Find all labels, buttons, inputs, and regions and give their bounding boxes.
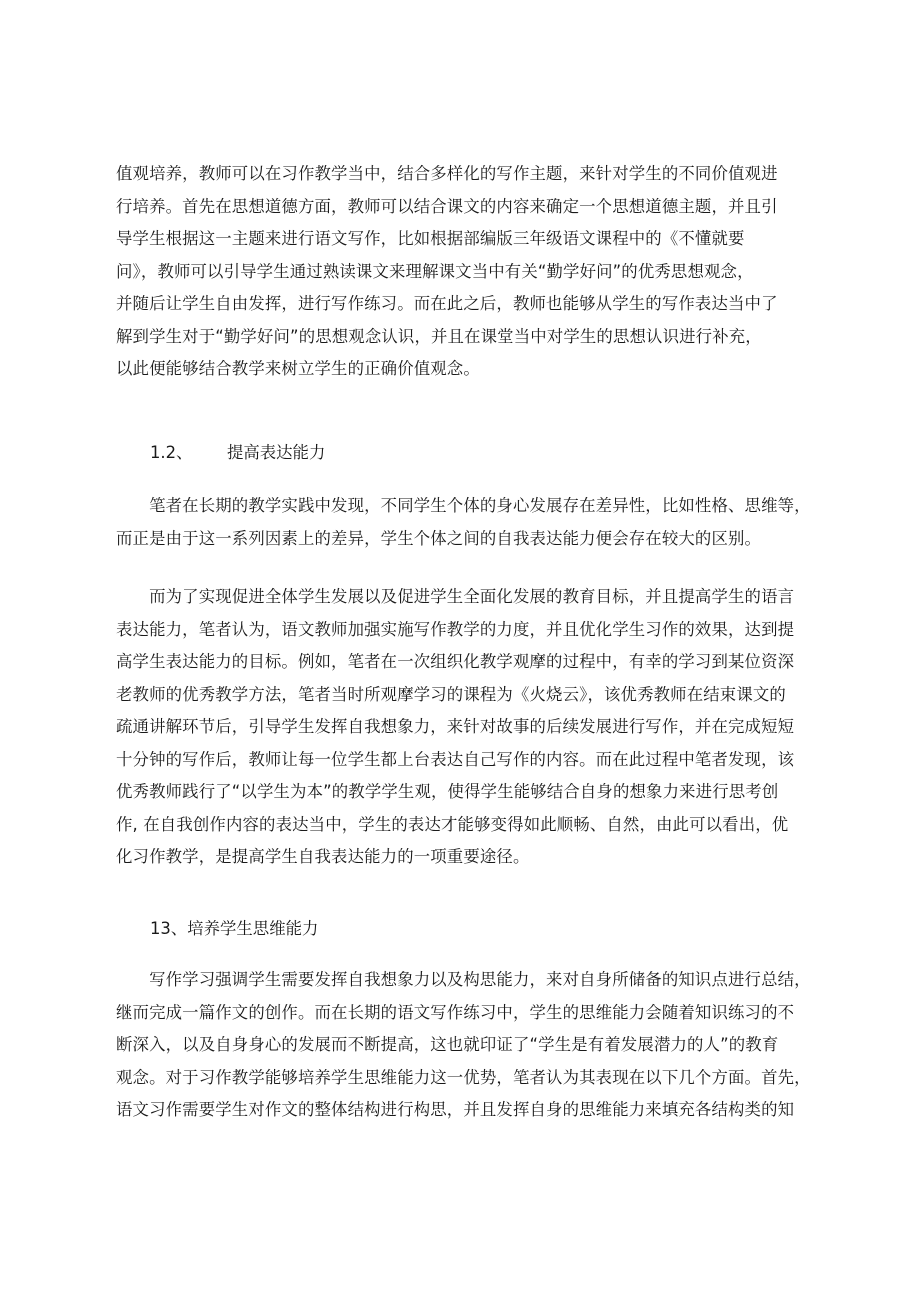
text-line: 优秀教师践行了“以学生为本”的教学学生观，使得学生能够结合自身的想象力来进行思考创: [116, 782, 779, 801]
section-heading-1-2: [150, 437, 325, 469]
text-line: 老教师的优秀教学方法，笔者当时所观摩学习的课程为《火烧云》，该优秀教师在结束课文的: [116, 684, 786, 704]
paragraph-individual-differences: [116, 490, 816, 555]
text-line: 写作学习强调学生需要发挥自我想象力以及构思能力，来对自身所储备的知识点进行总结，: [116, 970, 811, 989]
section-heading-1-3: 13、培养学生思维能力: [150, 919, 319, 938]
text-line: 值观培养，教师可以在习作教学当中，结合多样化的写作主题，来针对学生的不同价值观进: [116, 164, 778, 183]
paragraph-expression-ability: [116, 581, 816, 874]
text-line: 高学生表达能力的目标。例如，笔者在一次组织化教学观摩的过程中，有幸的学习到某位资深: [116, 652, 795, 671]
text-line: 行培养。首先在思想道德方面，教师可以结合课文的内容来确定一个思想道德主题，并且引: [116, 196, 778, 216]
text-line: 问》，教师可以引导学生通过熟读课文来理解课文当中有关“勤学好问”的优秀思想观念，: [116, 261, 754, 281]
section-number: 1.2、: [150, 443, 193, 462]
text-line: 继而完成一篇作文的创作。而在长期的语文写作练习中，学生的思维能力会随着知识练习的不: [116, 1002, 795, 1022]
text-line: 化习作教学，是提高学生自我表达能力的一项重要途径。: [116, 847, 530, 866]
text-line: 导学生根据这一主题来进行语文写作，比如根据部编版三年级语文课程中的《不懂就要: [116, 229, 745, 248]
text-line: 表达能力，笔者认为，语文教师加强实施写作教学的力度，并且优化学生习作的效果，达到提: [116, 619, 795, 639]
text-line: 而正是由于这一系列因素上的差异，学生个体之间的自我表达能力便会存在较大的区别。: [116, 528, 762, 548]
text-line: 而为了实现促进全体学生发展以及促进学生全面化发展的教育目标，并且提高学生的语言: [116, 587, 795, 606]
text-line: 并随后让学生自由发挥，进行写作练习。而在此之后，教师也能够从学生的写作表达当中了: [116, 294, 778, 313]
text-line: 语文习作需要学生对作文的整体结构进行构思，并且发挥自身的思维能力来填充各结构类的知: [116, 1100, 795, 1119]
text-line: 十分钟的写作后，教师让每一位学生都上台表达自己写作的内容。而在此过程中笔者发现，该: [116, 749, 795, 769]
text-line: 解到学生对于“勤学好问”的思想观念认识，并且在课堂当中对学生的思想认识进行补充，: [116, 326, 762, 346]
section-title: 提高表达能力: [227, 443, 326, 462]
text-line: 观念。对于习作教学能够培养学生思维能力这一优势，笔者认为其表现在以下几个方面。首先，: [116, 1067, 811, 1087]
text-line: 以此便能够结合教学来树立学生的正确价值观念。: [116, 359, 480, 378]
paragraph-values-cultivation: [116, 158, 816, 386]
text-line: 疏通讲解环节后，引导学生发挥自我想象力，来针对故事的后续发展进行写作，并在完成短短: [116, 717, 795, 736]
text-line: 作, 在自我创作内容的表达当中，学生的表达才能够变得如此顺畅、自然，由此可以看出，优: [116, 814, 789, 834]
text-line: 断深入，以及自身身心的发展而不断提高，这也就印证了“学生是有着发展潜力的人”的教育: [116, 1035, 779, 1054]
text-line: 笔者在长期的教学实践中发现，不同学生个体的身心发展存在差异性，比如性格、思维等，: [116, 496, 811, 515]
paragraph-thinking-ability: [116, 964, 816, 1127]
